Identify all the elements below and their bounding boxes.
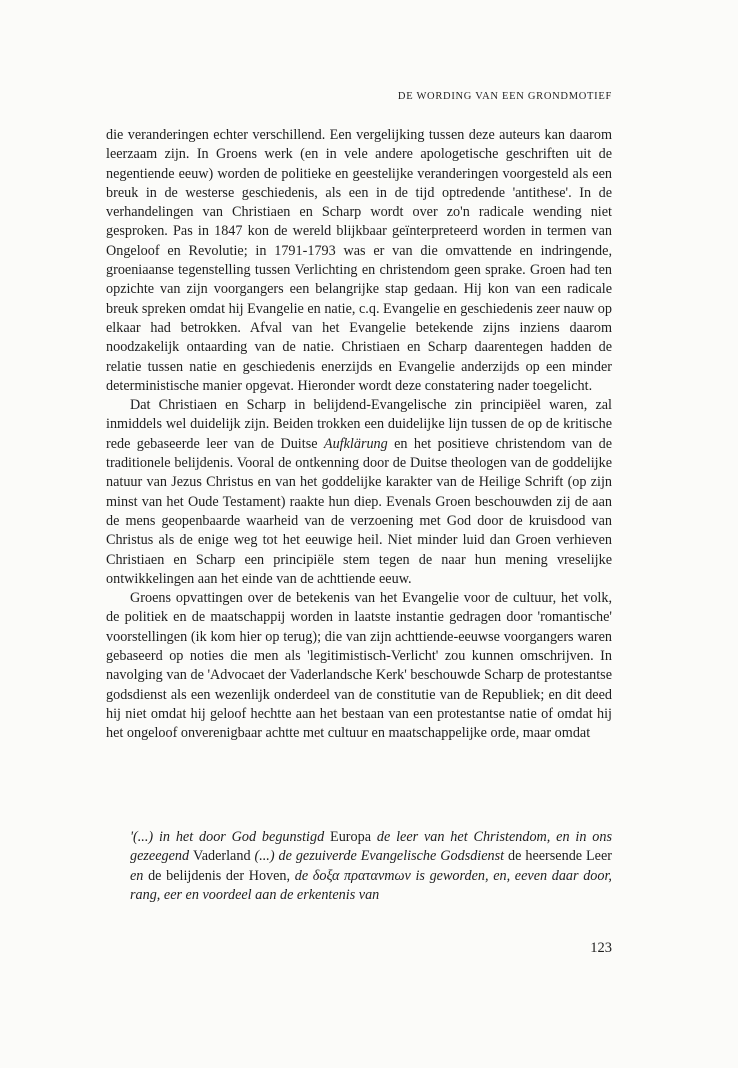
paragraph-text: en het positieve christendom van de traditionele belijdenis. Vooral de ontkenning door de Duitse theologen van de goddelijke natuur van Jezus Christus en van het goddelijke karakter van de Heilige Schrift (op zijn minst van het Oude Testament) raakte hun diep. Evenals Groen beschouwden zij de aan de mens geopenbaarde waarheid van de verzoening met God door de kruisdood van Christus als de enige weg tot het eeuwige heil. Niet minder luid dan Groen verhieven Christiaen en Scharp een principiële stem tegen de naar hun mening vreselijke ontwikkelingen aan het einde van de achttiende eeuw. [106, 435, 612, 587]
quote-segment: Europa [330, 829, 372, 845]
quote-segment: Vaderland [193, 848, 251, 865]
running-header: DE WORDING VAN EEN GRONDMOTIEF [397, 91, 612, 102]
body-text [106, 126, 612, 744]
page-number: 123 [590, 940, 612, 956]
quote-segment: '(...) in het door God begunstigd [130, 829, 331, 845]
quote-segment: de belijdenis der Hoven, [143, 867, 295, 884]
quote-segment: (...) de gezuiverde Evangelische Godsdienst [250, 848, 509, 865]
paragraph [106, 396, 612, 589]
block-quote [130, 828, 612, 905]
quote-segment: de leer van het Christendom, en in ons gezeegend [130, 829, 612, 865]
quote-text [130, 828, 612, 905]
italic-term: Aufklärung [323, 435, 388, 452]
quote-segment: de δοξα πρατανтων is geworden, en, eeven daar door, rang, eer en voordeel aan de erkentenis van [130, 867, 612, 903]
paragraph: die veranderingen echter verschillend. Een vergelijking tussen deze auteurs kan daarom leerzaam zijn. In Groens werk (en in vele andere apologetische geschriften uit de negentiende eeuw) worden de politieke en geestelijke veranderingen voorgesteld als een breuk in de westerse geschiedenis, als een in de tijd optredende 'antithese'. In de verhandelingen van Christiaen en Scharp wordt over zo'n radicale wending niet gesproken. Pas in 1847 kon de wereld blijkbaar geïnterpreteerd worden in termen van Ongeloof en Revolutie; in 1791-1793 was er van die omvattende en indringende, groeniaanse tegenstelling tussen Verlichting en christendom geen sprake. Groen had ten opzichte van zijn voorgangers een belangrijke stap gedaan. Hij kon van een radicale breuk spreken omdat hij Evangelie en natie, c.q. Evangelie en geschiedenis zeer nauw op elkaar had betrokken. Afval van het Evangelie betekende zijns inziens daarom noodzakelijk ontaarding van de natie. Christiaen en Scharp daarentegen hadden de relatie tussen natie en geschiedenis enerzijds en Evangelie anderzijds op een minder deterministische manier opgevat. Hieronder wordt deze constatering nader toegelicht. [106, 127, 612, 394]
quote-segment: de heersende Leer [508, 848, 613, 865]
quote-segment: en [130, 867, 144, 884]
paragraph: Groens opvattingen over de betekenis van het Evangelie voor de cultuur, het volk, de politiek en de maatschappij worden in laatste instantie gedragen door 'romantische' voorstellingen (ik kom hier op terug); die van zijn achttiende-eeuwse voorgangers waren gebaseerd op noties die men als 'legitimistisch-Verlicht' zou kunnen omschrijven. In navolging van de 'Advocaet der Vaderlandsche Kerk' beschouwde Scharp de protestantse godsdienst als een wezenlijk onderdeel van de constitutie van de Republiek; en dit deed hij niet omdat hij geloof hechtte aan het bestaan van een protestantse natie of omdat hij het ongeloof onverenigbaar achtte met cultuur en maatschappelijke orde, maar omdat [106, 590, 612, 742]
paragraph-text: Dat Christiaen en Scharp in belijdend-Evangelische zin principiëel waren, zal inmiddels wel duidelijk zijn. Beiden trokken een duidelijke lijn tussen de op de kritische rede gebaseerde leer van de Duitse [106, 397, 612, 452]
